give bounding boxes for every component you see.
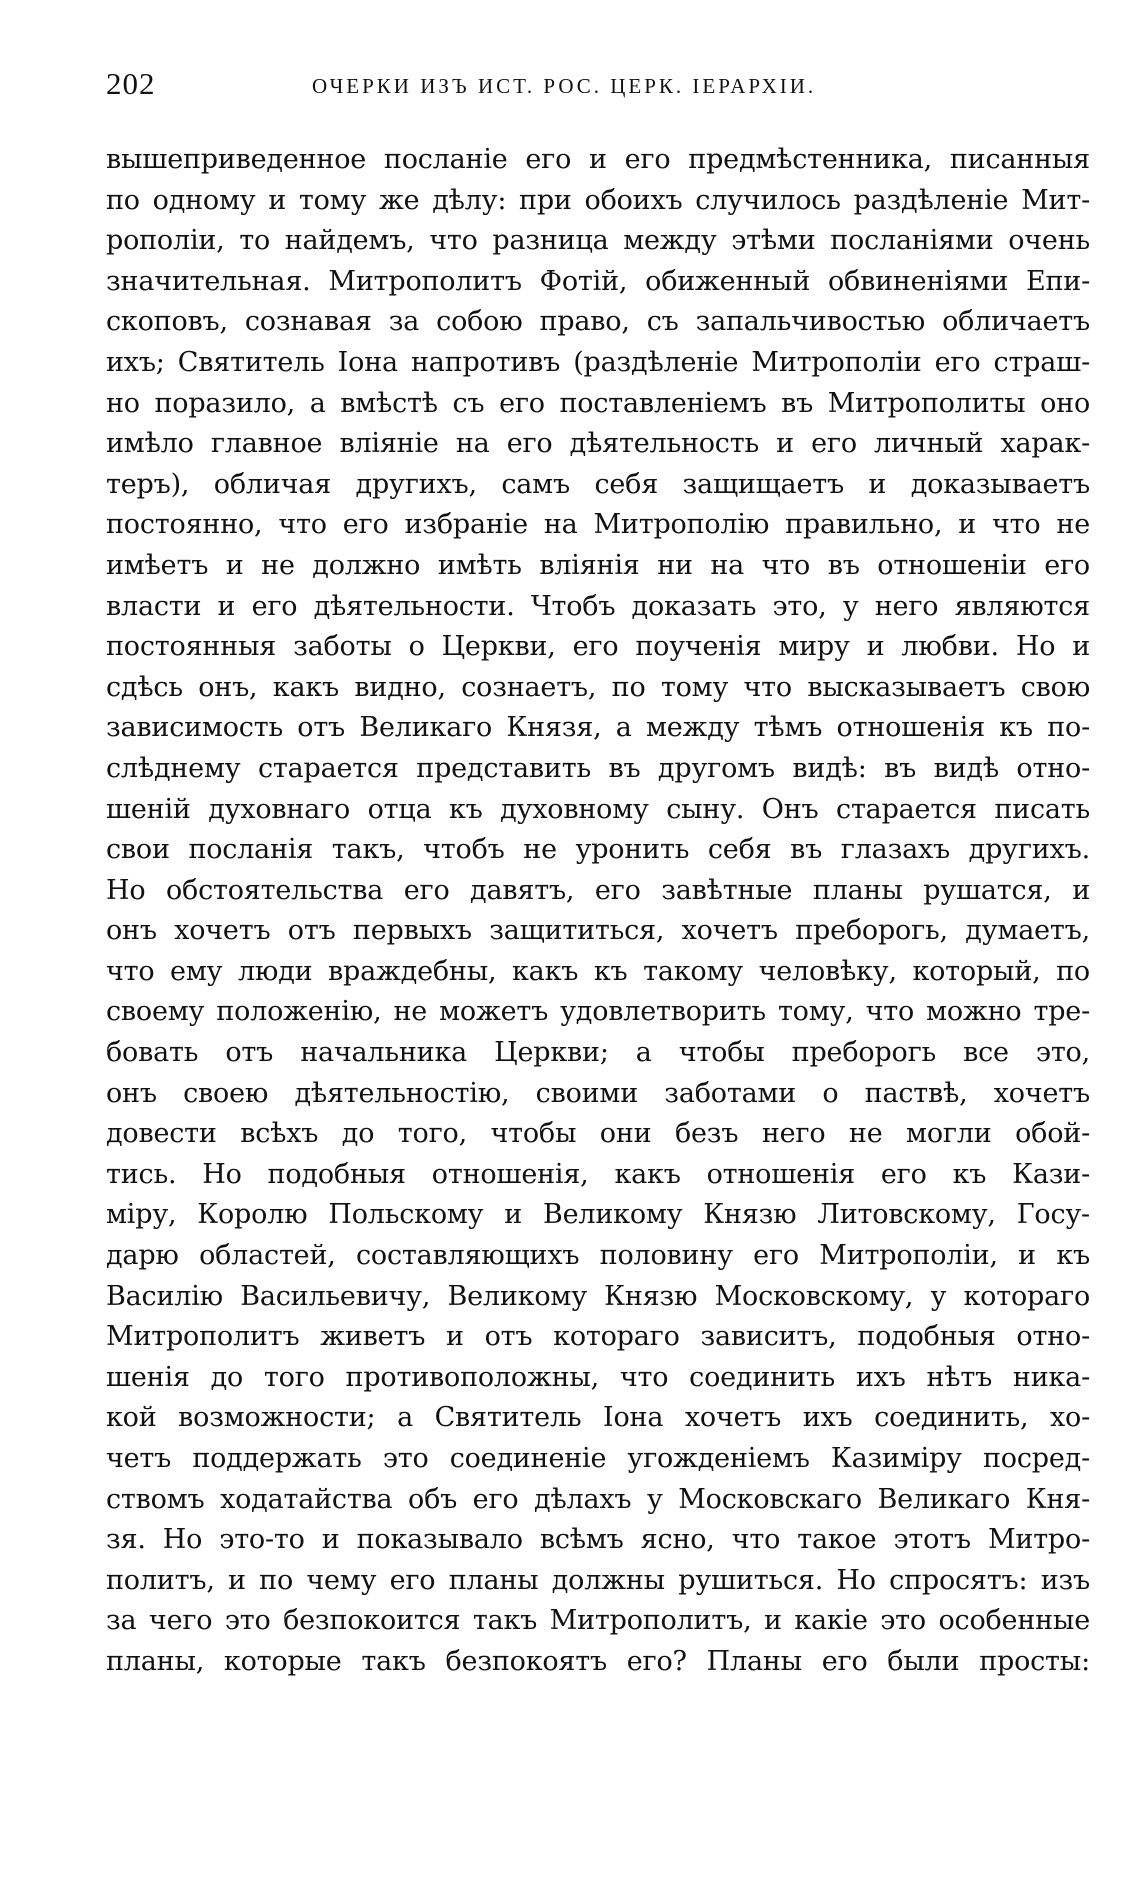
text-line: политъ, и по чему его планы должны рушиться. Но спросятъ: изъ (106, 1564, 1090, 1596)
body-paragraph (106, 140, 1090, 1683)
text-line: Митрополитъ живетъ и отъ котораго зависитъ, подобныя отно- (106, 1321, 1090, 1353)
text-line: шеній духовнаго отца къ духовному сыну. Онъ старается писать (106, 793, 1090, 825)
text-line: онъ хочетъ отъ первыхъ защититься, хочетъ преборогь, думаетъ, (106, 915, 1090, 947)
text-line: по одному и тому же дѣлу: при обоихъ случилось раздѣленіе Мит- (106, 184, 1090, 216)
text-line: дарю областей, составляющихъ половину его Митрополіи, и къ (106, 1240, 1090, 1272)
text-line: сдѣсь онъ, какъ видно, сознаетъ, по тому что высказываетъ свою (106, 671, 1090, 703)
text-line: зя. Но это-то и показывало всѣмъ ясно, что такое этотъ Митро- (106, 1524, 1090, 1556)
text-line: имѣетъ и не должно имѣть вліянія ни на что въ отношеніи его (106, 549, 1090, 581)
text-line: постоянно, что его избраніе на Митрополію правильно, и что не (106, 509, 1090, 541)
text-line: скоповъ, сознавая за собою право, съ запальчивостью обличаетъ (106, 306, 1090, 338)
text-line: Василію Васильевичу, Великому Князю Московскому, у котораго (106, 1280, 1090, 1312)
text-line: міру, Королю Польскому и Великому Князю Литовскому, Госу- (106, 1199, 1090, 1231)
text-line: имѣло главное вліяніе на его дѣятельность и его личный харак- (106, 428, 1090, 460)
text-line: зависимость отъ Великаго Князя, а между тѣмъ отношенія къ по- (106, 712, 1090, 744)
text-line: кой возможности; а Святитель Іона хочетъ ихъ соединить, хо- (106, 1402, 1090, 1434)
text-line: шенія до того противоположны, что соединить ихъ нѣтъ ника- (106, 1361, 1090, 1393)
text-line: онъ своею дѣятельностію, своими заботами о паствѣ, хочетъ (106, 1077, 1090, 1109)
text-line: власти и его дѣятельности. Чтобъ доказать это, у него являются (106, 590, 1090, 622)
text-line: что ему люди враждебны, какъ къ такому человѣку, который, по (106, 955, 1090, 987)
text-line: довести всѣхъ до того, чтобы они безъ него не могли обой- (106, 1118, 1090, 1150)
text-line: планы, которые такъ безпокоятъ его? Планы его были просты: (106, 1645, 1090, 1677)
text-line: свои посланія такъ, чтобъ не уронить себя въ глазахъ другихъ. (106, 834, 1090, 866)
text-line: теръ), обличая другихъ, самъ себя защищаетъ и доказываетъ (106, 468, 1090, 500)
text-line: Но обстоятельства его давятъ, его завѣтные планы рушатся, и (106, 874, 1090, 906)
page-number: 202 (106, 66, 156, 101)
text-line: ствомъ ходатайства объ его дѣлахъ у Московскаго Великаго Кня- (106, 1483, 1090, 1515)
text-line: постоянныя заботы о Церкви, его поученія миру и любви. Но и (106, 631, 1090, 663)
text-line: слѣднему старается представить въ другомъ видѣ: въ видѣ отно- (106, 752, 1090, 784)
text-line: значительная. Митрополитъ Фотій, обиженный обвиненіями Епи- (106, 265, 1090, 297)
text-line: бовать отъ начальника Церкви; а чтобы преборогь все это, (106, 1037, 1090, 1069)
text-line: ихъ; Святитель Іона напротивъ (раздѣленіе Митрополіи его страш- (106, 346, 1090, 378)
text-line: тись. Но подобныя отношенія, какъ отношенія его къ Кази- (106, 1158, 1090, 1190)
text-line: вышеприведенное посланіе его и его предмѣстенника, писанныя (106, 144, 1090, 175)
text-line: но поразило, а вмѣстѣ съ его поставленіемъ въ Митрополиты оно (106, 387, 1090, 419)
text-line: за чего это безпокоится такъ Митрополитъ, и какіе это особенные (106, 1605, 1090, 1637)
text-line: четъ поддержать это соединеніе угожденіемъ Казиміру посред- (106, 1443, 1090, 1474)
running-title: ОЧЕРКИ ИЗЪ ИСТ. РОС. ЦЕРК. ІЕРАРХІИ. (312, 74, 817, 98)
text-line: своему положенію, не можетъ удовлетворить тому, что можно тре- (106, 996, 1090, 1028)
text-line: рополіи, то найдемъ, что разница между этѣми посланіями очень (106, 225, 1090, 257)
